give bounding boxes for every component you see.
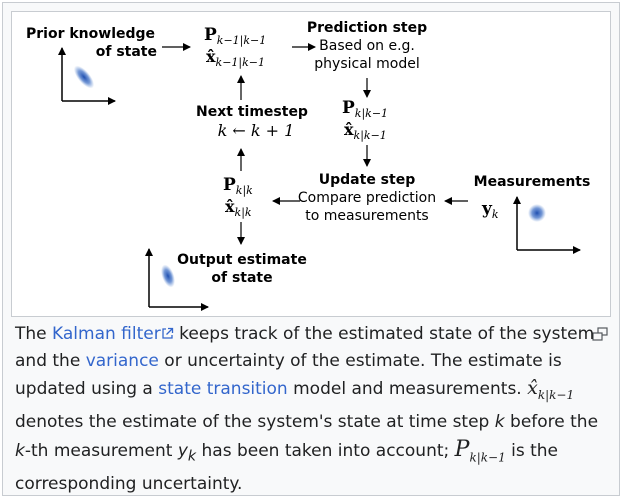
external-link-icon <box>161 327 174 340</box>
caption-text: or uncertainty of the estimate. The estimate is updated using a <box>15 351 562 399</box>
prior-label-line1: Prior knowledge <box>26 26 156 42</box>
measurement-distribution-blob <box>528 204 546 222</box>
caption-text: is the corresponding uncertainty. <box>15 440 559 495</box>
caption-var-k: k <box>15 440 25 461</box>
variance-link[interactable]: variance <box>85 351 159 371</box>
prediction-line2: physical model <box>314 56 420 72</box>
predicted-symbols <box>342 98 388 143</box>
measurement-axes <box>517 197 580 250</box>
output-label-line2: of state <box>211 270 273 286</box>
caption-var-y: $y_k$ <box>177 440 197 465</box>
state-transition-link[interactable]: state transition <box>158 379 288 399</box>
caption-text: denotes the estimate of the system's state at time step <box>15 411 495 432</box>
next-timestep-title: Next timestep <box>196 104 308 120</box>
svg-text:x̂k|k−1: $x̂_{k|k-1}$ <box>344 120 387 142</box>
prior-distribution-blob <box>70 62 97 91</box>
update-line1: Compare prediction <box>297 190 437 206</box>
update-line2: to measurements <box>305 208 429 224</box>
caption-math-p: $P_{k|k-1}$ <box>454 436 506 465</box>
prediction-line1: Based on e.g. <box>319 38 415 54</box>
update-title: Update step <box>318 172 416 188</box>
next-timestep-formula: k ← k + 1 <box>217 121 295 140</box>
svg-text:Pk|k: $P_{k|k}$ <box>223 175 253 197</box>
caption-text: has been taken into account; <box>196 440 455 461</box>
measurement-symbol: $y_k$ <box>482 199 499 221</box>
prior-symbols <box>204 25 266 70</box>
figure-caption <box>15 321 607 498</box>
prior-label-line2: of state <box>95 44 157 60</box>
measurements-title: Measurements <box>473 174 591 190</box>
svg-text:Pk|k−1: $P_{k|k-1}$ <box>342 98 389 120</box>
caption-var-k: k <box>494 411 505 432</box>
output-label-line1: Output estimate <box>177 252 307 268</box>
diagram-svg <box>12 12 612 318</box>
caption-text: keeps track of the estimated state of the system and the <box>15 324 595 371</box>
kalman-diagram[interactable] <box>11 11 611 317</box>
updated-symbols <box>223 175 253 220</box>
caption-text: model and measurements. <box>287 379 528 399</box>
caption-math-x-hat: $x̂_{k|k-1}$ <box>527 377 575 402</box>
kalman-filter-link[interactable]: Kalman filter <box>52 324 161 344</box>
svg-text:x̂k|k: $x̂_{k|k}$ <box>225 197 252 219</box>
caption-text: before the <box>504 411 599 432</box>
output-distribution-blob <box>158 263 177 290</box>
svg-text:x̂k−1|k−1: $x̂_{k-1|k-1}$ <box>206 47 266 69</box>
svg-text:Pk−1|k−1: $P_{k-1|k-1}$ <box>204 25 267 47</box>
caption-text: The <box>15 324 53 344</box>
prediction-title: Prediction step <box>306 20 428 36</box>
figure-thumbnail <box>2 2 620 496</box>
caption-text: -th measurement <box>24 440 178 461</box>
